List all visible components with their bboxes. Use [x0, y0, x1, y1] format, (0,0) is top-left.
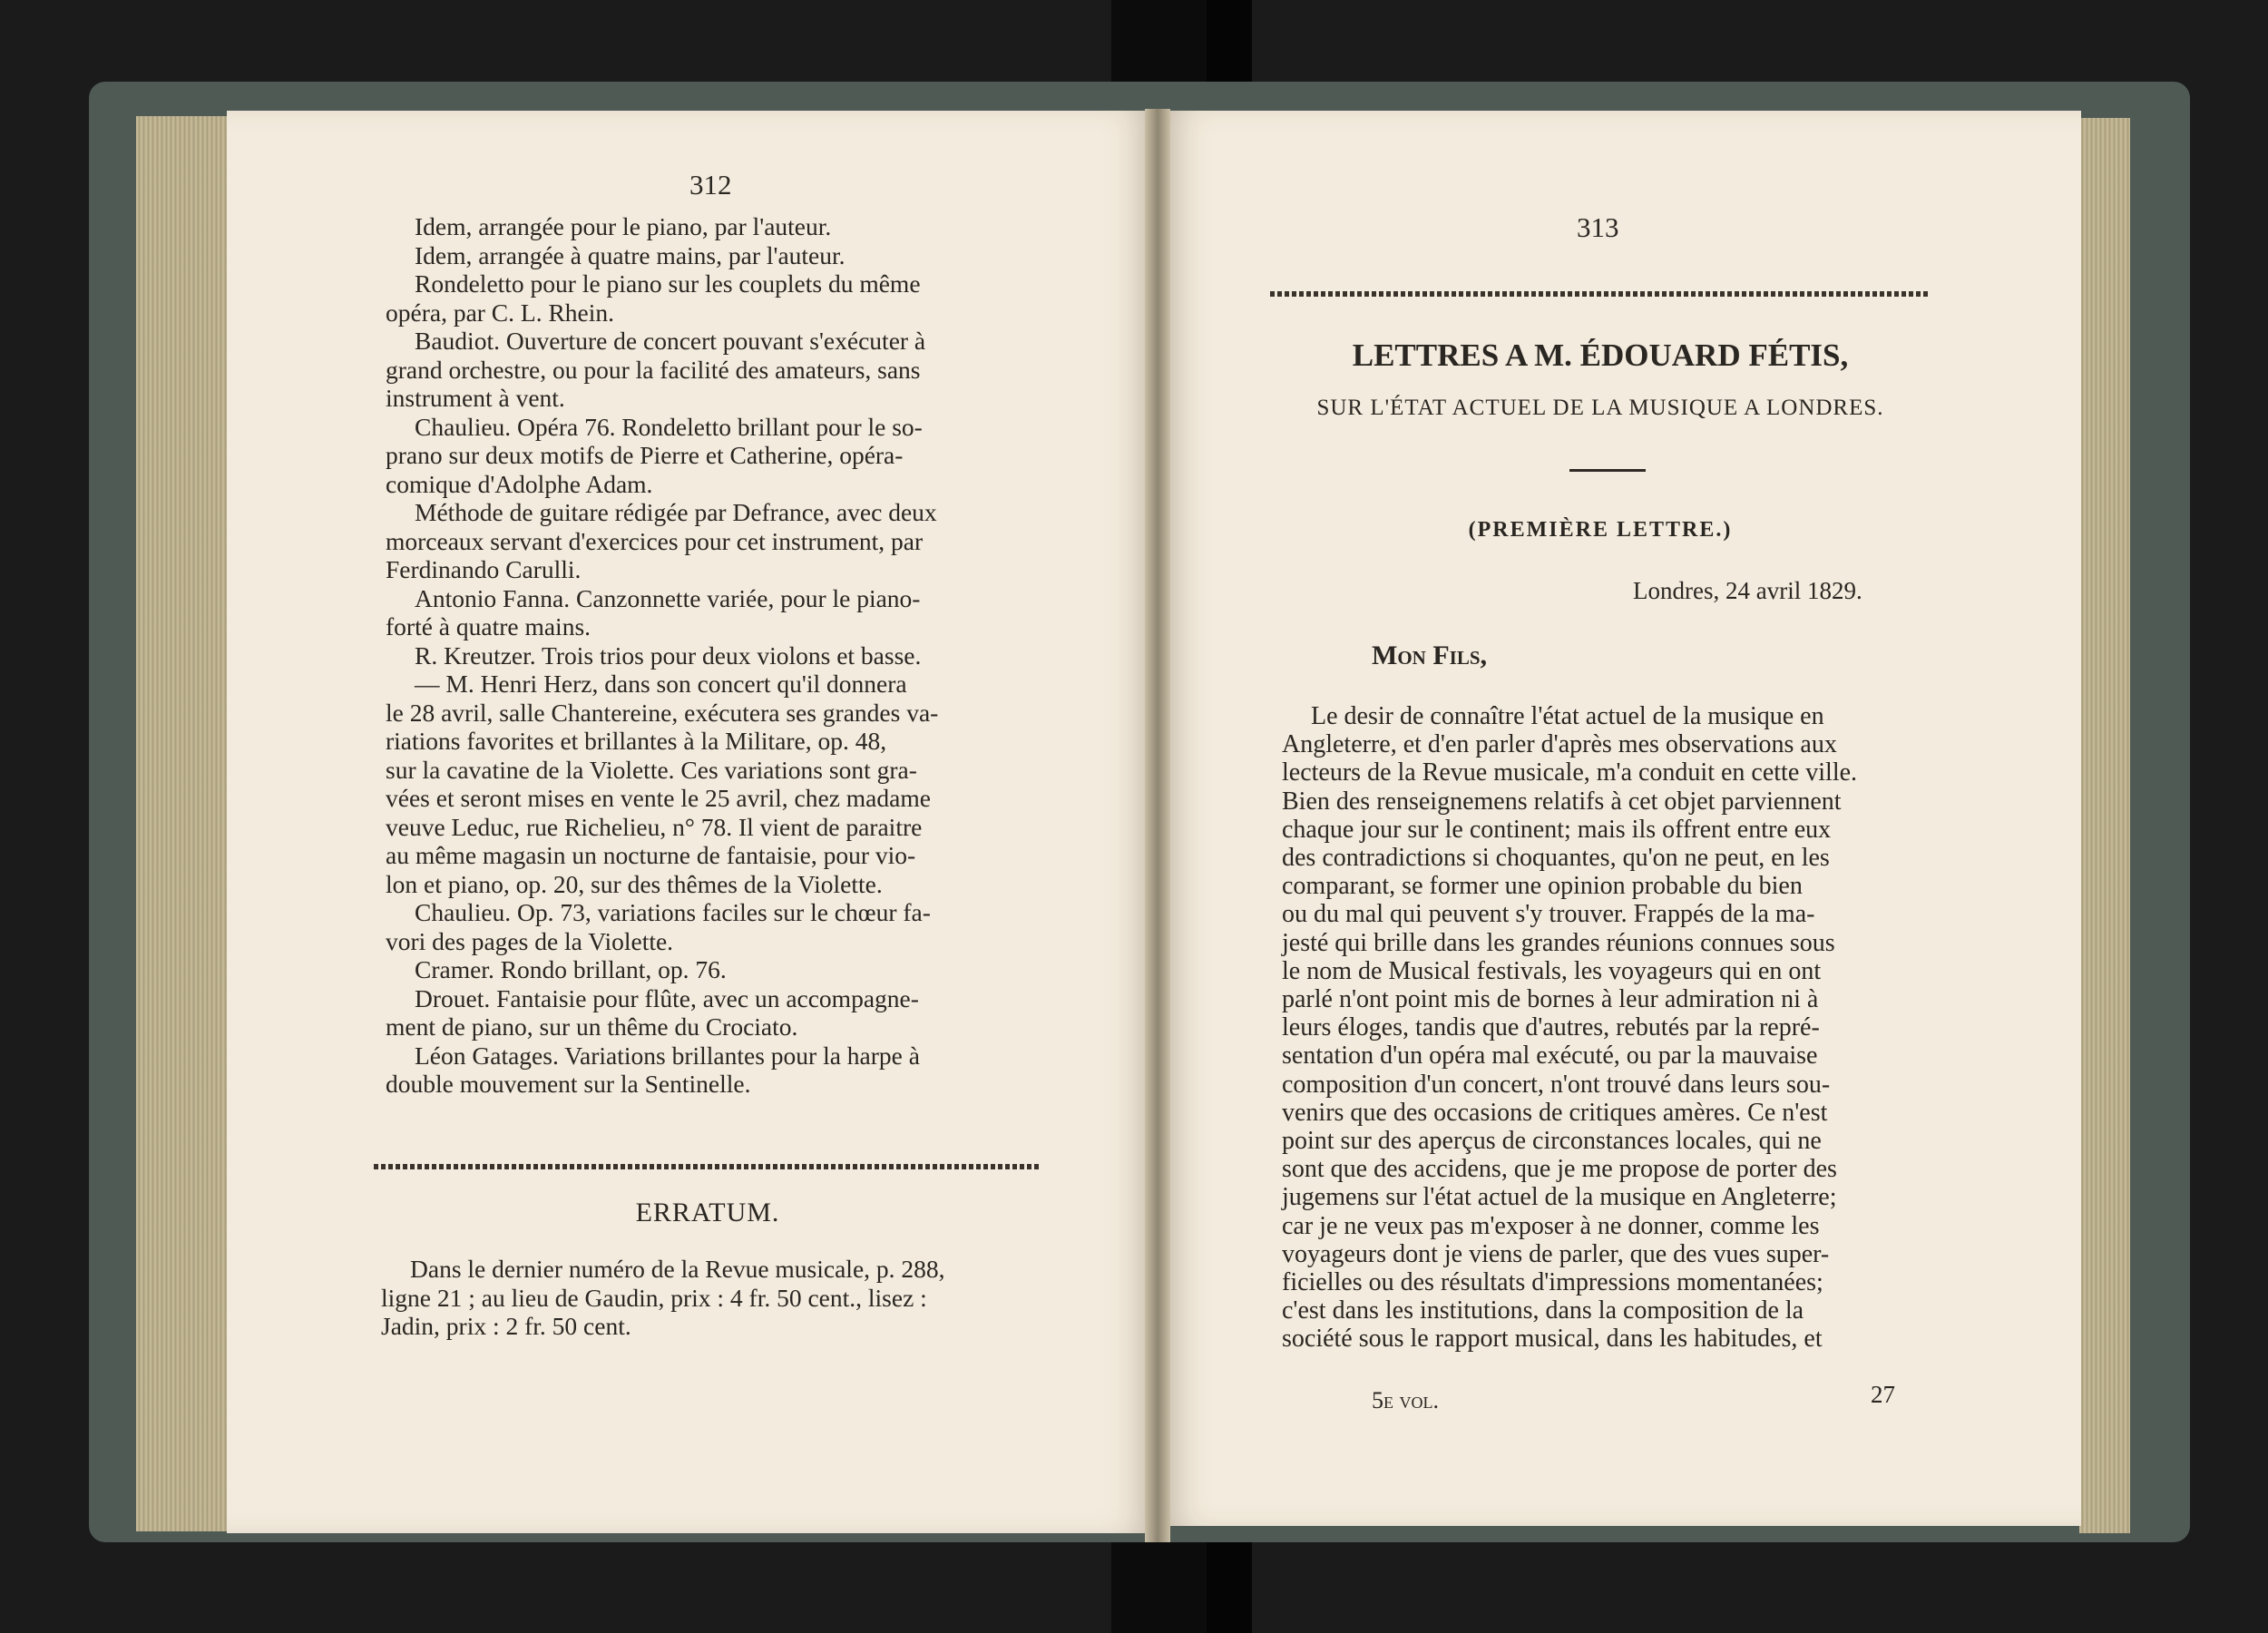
text-line: sentation d'un opéra mal exécuté, ou par la mauvaise	[1282, 1041, 1818, 1071]
text-line: point sur des aperçus de circonstances locales, qui ne	[1282, 1127, 1822, 1156]
left-page-text	[386, 212, 938, 1099]
text-line: Léon Gatages. Variations brillantes pour la harpe à	[415, 1041, 920, 1070]
text-line: Rondeletto pour le piano sur les couplets du même	[415, 269, 921, 298]
text-line: Antonio Fanna. Canzonnette variée, pour le piano-	[415, 583, 921, 612]
text-line: lecteurs de la Revue musicale, m'a conduit en cette ville.	[1282, 758, 1858, 787]
text-line: R. Kreutzer. Trois trios pour deux violons et basse.	[415, 640, 922, 670]
text-line: Méthode de guitare rédigée par Defrance, avec deux	[415, 498, 937, 526]
text-line: prano sur deux motifs de Pierre et Catherine, opéra-	[386, 441, 904, 469]
text-line: des contradictions si choquantes, qu'on ne peut, en les	[1282, 844, 1830, 873]
text-line: Idem, arrangée pour le piano, par l'auteur.	[415, 212, 832, 240]
letter-label: (PREMIÈRE LETTRE.)	[1468, 518, 1733, 542]
dateline: Londres, 24 avril 1829.	[1633, 577, 1862, 604]
text-line: riations favorites et brillantes à la Militare, op. 48,	[386, 727, 887, 755]
text-line: le 28 avril, salle Chantereine, exécutera ses grandes va-	[386, 698, 939, 727]
text-line: lon et piano, op. 20, sur des thêmes de la Violette.	[386, 869, 883, 898]
right-fore-edge	[2079, 118, 2130, 1533]
text-line: grand orchestre, ou pour la facilité des amateurs, sans	[386, 355, 921, 384]
erratum-heading: ERRATUM.	[635, 1198, 780, 1227]
text-line: veuve Leduc, rue Richelieu, n° 78. Il vient de paraitre	[386, 812, 923, 841]
text-line: Chaulieu. Opéra 76. Rondeletto brillant pour le so-	[415, 412, 923, 441]
text-line: Ferdinando Carulli.	[386, 555, 582, 583]
text-line: venirs que des occasions de critiques amères. Ce n'est	[1282, 1098, 1828, 1127]
text-line: car je ne veux pas m'exposer à ne donner, comme les	[1282, 1211, 1820, 1240]
text-line: Cramer. Rondo brillant, op. 76.	[415, 955, 727, 983]
text-line: Baudiot. Ouverture de concert pouvant s'exécuter à	[415, 327, 926, 355]
text-line: comique d'Adolphe Adam.	[386, 469, 653, 498]
sheet-number: 27	[1871, 1381, 1895, 1408]
text-line: ligne 21 ; au lieu de Gaudin, prix : 4 fr. 50 cent., lisez :	[381, 1283, 927, 1312]
text-line: jugemens sur l'état actuel de la musique en Angleterre;	[1282, 1183, 1837, 1212]
volume-signature: 5e vol.	[1372, 1387, 1439, 1413]
text-line: opéra, par C. L. Rhein.	[386, 298, 615, 327]
text-line: c'est dans les institutions, dans la composition de la	[1282, 1296, 1804, 1325]
text-line: morceaux servant d'exercices pour cet instrument, par	[386, 526, 924, 555]
text-line: leurs éloges, tandis que d'autres, rebutés par la repré-	[1282, 1013, 1820, 1042]
right-page-number: 313	[1577, 211, 1619, 243]
text-line: Bien des renseignemens relatifs à cet objet parviennent	[1282, 787, 1842, 816]
article-subtitle: SUR L'ÉTAT ACTUEL DE LA MUSIQUE A LONDRES.	[1316, 396, 1884, 420]
text-line: composition d'un concert, n'ont trouvé dans leurs sou-	[1282, 1070, 1831, 1099]
book-gutter	[1145, 109, 1170, 1542]
text-line: vori des pages de la Violette.	[386, 926, 674, 955]
text-line: comparant, se former une opinion probable du bien	[1282, 872, 1803, 901]
left-fore-edge	[136, 116, 227, 1531]
text-line: ficielles ou des résultats d'impressions momentanées;	[1282, 1268, 1823, 1297]
right-page-header-rule	[1270, 291, 1931, 297]
text-line: Le desir de connaître l'état actuel de la musique en	[1311, 702, 1824, 730]
text-line: double mouvement sur la Sentinelle.	[386, 1070, 751, 1098]
title-separator	[1569, 469, 1646, 472]
text-line: chaque jour sur le continent; mais ils offrent entre eux	[1282, 815, 1832, 844]
text-line: sur la cavatine de la Violette. Ces variations sont gra-	[386, 755, 917, 784]
text-line: ou du mal qui peuvent s'y trouver. Frappés de la ma-	[1282, 900, 1815, 929]
text-line: ment de piano, sur un thême du Crociato.	[386, 1012, 798, 1041]
text-line: — M. Henri Herz, dans son concert qu'il donnera	[415, 670, 907, 698]
article-body	[1282, 702, 1857, 1354]
text-line: sont que des accidens, que je me propose de porter des	[1282, 1155, 1837, 1184]
left-page-number: 312	[689, 169, 732, 200]
text-line: Drouet. Fantaisie pour flûte, avec un accompagne-	[415, 983, 919, 1012]
text-line: société sous le rapport musical, dans les habitudes, et	[1282, 1325, 1823, 1354]
text-line: instrument à vent.	[386, 384, 565, 412]
text-line: voyageurs dont je viens de parler, que des vues super-	[1282, 1239, 1830, 1268]
text-line: Angleterre, et d'en parler d'après mes observations aux	[1282, 730, 1837, 759]
text-line: vées et seront mises en vente le 25 avril, chez madame	[386, 784, 931, 812]
salutation: Mon Fils,	[1372, 640, 1487, 670]
text-line: forté à quatre mains.	[386, 612, 591, 640]
text-line: Idem, arrangée à quatre mains, par l'auteur.	[415, 240, 846, 269]
text-line: Jadin, prix : 2 fr. 50 cent.	[381, 1312, 631, 1340]
text-line: parlé n'ont point mis de bornes à leur admiration ni à	[1282, 985, 1819, 1014]
article-title: LETTRES A M. ÉDOUARD FÉTIS,	[1352, 337, 1849, 373]
erratum-text	[381, 1255, 945, 1341]
left-page-rule	[374, 1164, 1041, 1169]
text-line: Chaulieu. Op. 73, variations faciles sur le chœur fa-	[415, 898, 931, 926]
text-line: Dans le dernier numéro de la Revue musicale, p. 288,	[410, 1255, 945, 1283]
text-line: jesté qui brille dans les grandes réunions connues sous	[1282, 928, 1835, 957]
text-line: le nom de Musical festivals, les voyageurs qui en ont	[1282, 956, 1822, 985]
text-line: au même magasin un nocturne de fantaisie, pour vio-	[386, 841, 916, 869]
